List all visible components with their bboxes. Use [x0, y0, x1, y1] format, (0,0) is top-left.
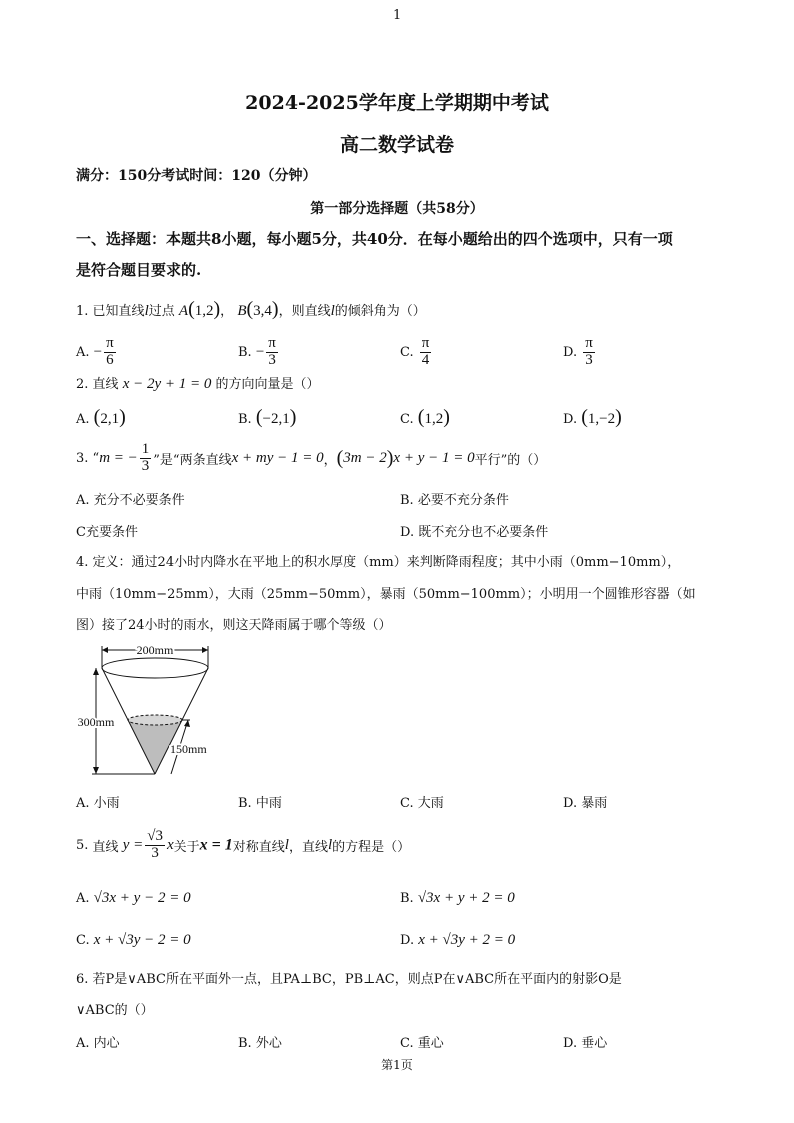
- option-value: 1,2: [424, 411, 444, 427]
- option-label: B.: [400, 891, 414, 906]
- question-number: 1.: [76, 304, 89, 319]
- math-symbol: x: [166, 836, 174, 853]
- option-c: [76, 521, 138, 540]
- question-text: 已知直线: [92, 304, 145, 319]
- option-label: A.: [76, 493, 90, 508]
- option-value: 1,−2: [587, 411, 616, 427]
- option-a: [76, 792, 120, 811]
- math-symbol: l: [330, 303, 335, 319]
- option-label: B.: [238, 412, 252, 427]
- option-label: D.: [563, 796, 578, 811]
- option-label: C.: [400, 344, 414, 360]
- option-label: B.: [238, 1036, 252, 1051]
- option-text: 中雨: [255, 796, 282, 811]
- q4-options: [76, 792, 716, 812]
- q2-options: [76, 406, 716, 434]
- option-label: D.: [563, 344, 578, 360]
- q6-options: [76, 1032, 716, 1052]
- arrow-head: [93, 668, 99, 675]
- option-label: D.: [400, 933, 415, 948]
- question-text: 若P是∨ABC所在平面外一点，且PA⊥BC，PB⊥AC，则点P在∨ABC所在平面内的射影O是: [92, 972, 622, 987]
- option-d: [563, 1032, 607, 1051]
- math-symbol: l: [327, 836, 333, 853]
- option-b: B. (−2,1): [238, 406, 297, 428]
- math-symbol: l: [284, 836, 289, 853]
- point-B: B: [237, 303, 247, 319]
- option-c: C. (1,2): [400, 406, 450, 428]
- q1-options: [76, 336, 716, 372]
- option-b: [400, 890, 515, 907]
- option-b: [238, 1032, 282, 1051]
- option-text: 充分不必要条件: [93, 493, 185, 508]
- question-text: 的方向向量是（）: [215, 377, 320, 392]
- frac-num: π: [421, 335, 430, 351]
- frac-den: 3: [151, 844, 159, 861]
- option-a: [76, 489, 185, 508]
- option-sign: −: [93, 343, 103, 360]
- frac-den: 3: [585, 351, 593, 368]
- option-label: C.: [400, 796, 414, 811]
- question-number: 3.: [76, 450, 89, 466]
- quote-open: “: [92, 450, 100, 466]
- option-label: B.: [238, 344, 252, 360]
- option-text: 内心: [93, 1036, 120, 1051]
- option-label: D.: [563, 412, 578, 427]
- equation: x + my − 1 = 0: [231, 449, 324, 466]
- arrow-head: [184, 720, 190, 727]
- option-value: √3x + y + 2 = 0: [417, 890, 515, 906]
- option-value: √3x + y − 2 = 0: [93, 890, 191, 906]
- option-b: [238, 336, 280, 369]
- option-text: 必要不充分条件: [417, 493, 509, 508]
- water-surface: [128, 715, 182, 725]
- frac-num: π: [585, 335, 593, 351]
- question-text: 对称直线: [232, 839, 285, 855]
- question-text: 关于: [173, 839, 200, 855]
- arrow-head: [93, 767, 99, 774]
- point-A-coords: 1,2: [194, 303, 214, 319]
- question-text: ”是“两条直线: [153, 452, 232, 468]
- exam-subtitle: 高二数学试卷: [339, 134, 454, 156]
- frac-den: 4: [421, 351, 430, 368]
- option-text: 既不充分也不必要条件: [418, 525, 549, 540]
- question-6-line2: ∨ABC的（）: [76, 1003, 154, 1018]
- cone-rim: [102, 658, 208, 678]
- equation: y =: [122, 836, 144, 853]
- equation: x − 2y + 1 = 0: [122, 376, 212, 392]
- option-a: [76, 336, 118, 369]
- equation: 3m − 2: [343, 449, 387, 466]
- option-value: x + √3y + 2 = 0: [418, 932, 516, 948]
- option-d: D. (1,−2): [563, 406, 622, 428]
- option-a: A. (2,1): [76, 406, 126, 428]
- frac-num: √3: [147, 828, 163, 844]
- question-1: 1. 已知直线l过点 A(1,2)， B(3,4)，则直线l的倾斜角为（）: [76, 298, 426, 320]
- arrow-head: [202, 647, 208, 653]
- option-label: B.: [238, 796, 252, 811]
- water-depth-label: 150mm: [170, 742, 207, 756]
- section-instructions-line1: 一、选择题：本题共8小题，每小题5分，共40分．在每小题给出的四个选项中，只有一项: [76, 230, 673, 248]
- question-number: 2.: [76, 377, 89, 392]
- option-label: A.: [76, 891, 90, 906]
- option-b: [238, 792, 282, 811]
- question-number: 6.: [76, 972, 89, 987]
- option-c: [400, 336, 433, 369]
- option-d: [400, 932, 515, 949]
- frac-num: 1: [141, 441, 150, 457]
- page-footer: 第1页: [381, 1058, 413, 1072]
- option-label: D.: [400, 525, 415, 540]
- option-d: [563, 792, 607, 811]
- question-5: [76, 829, 410, 862]
- question-4: [76, 551, 680, 570]
- option-value: −2,1: [262, 411, 290, 427]
- option-label: A.: [76, 344, 90, 360]
- question-text: 的倾斜角为（）: [334, 304, 426, 319]
- option-text: 大雨: [417, 796, 444, 811]
- frac-den: 6: [106, 351, 114, 368]
- option-a: [76, 1032, 120, 1051]
- option-label: B.: [400, 493, 414, 508]
- question-text: ，则直线: [278, 304, 331, 319]
- page-top-number: 1: [393, 8, 402, 23]
- frac-den: 3: [141, 457, 150, 474]
- question-4-line3: 图）接了24小时的雨水，则这天降雨属于哪个等级（）: [76, 618, 392, 633]
- frac-num: π: [106, 335, 114, 351]
- question-text: 定义：通过24小时内降水在平地上的积水厚度（mm）来判断降雨程度；其中小雨（0mm−10mm），: [92, 555, 681, 570]
- question-number: 5.: [76, 837, 89, 853]
- option-label: A.: [76, 796, 90, 811]
- option-text: 小雨: [93, 796, 120, 811]
- question-2: [76, 373, 320, 393]
- option-value: x + √3y − 2 = 0: [93, 932, 191, 948]
- top-diameter-label: 200mm: [136, 643, 174, 657]
- point-A: A: [178, 303, 189, 319]
- question-6: [76, 968, 622, 987]
- option-d: [400, 521, 548, 540]
- exam-info: 满分：150分考试时间：120（分钟）: [76, 168, 317, 184]
- equation: x = 1: [199, 836, 233, 854]
- option-a: [76, 890, 191, 907]
- option-c: [400, 1032, 444, 1051]
- question-text: 的方程是（）: [332, 839, 411, 855]
- option-label: A.: [76, 1036, 90, 1051]
- option-label: A.: [76, 412, 90, 427]
- option-text: 外心: [255, 1036, 282, 1051]
- option-label: D.: [563, 1036, 578, 1051]
- option-label: C: [76, 525, 86, 540]
- question-text: 平行”的（）: [474, 452, 547, 468]
- equation: x + y − 1 = 0: [393, 449, 475, 466]
- question-text: 过点: [148, 304, 175, 319]
- math-symbol: l: [144, 303, 149, 319]
- question-text: 直线: [92, 839, 119, 855]
- point-B-coords: 3,4: [253, 303, 272, 319]
- option-text: 垂心: [581, 1036, 608, 1051]
- height-label: 300mm: [77, 715, 115, 729]
- option-value: 2,1: [100, 411, 120, 427]
- cone-figure: [74, 640, 224, 782]
- option-text: 重心: [417, 1036, 444, 1051]
- arrow-head: [102, 647, 108, 653]
- equation: m = −: [99, 449, 138, 466]
- option-c: [400, 792, 444, 811]
- option-text: 充要条件: [85, 525, 138, 540]
- option-sign: −: [255, 343, 265, 360]
- question-text: ，直线: [288, 839, 328, 855]
- part-heading: 第一部分选择题（共58分）: [310, 201, 484, 217]
- option-d: [563, 336, 597, 369]
- option-label: C.: [76, 933, 90, 948]
- exam-title: 2024-2025学年度上学期期中考试: [245, 92, 549, 114]
- option-label: C.: [400, 1036, 414, 1051]
- frac-num: π: [268, 335, 276, 351]
- frac-den: 3: [268, 351, 276, 368]
- separator: ，: [220, 304, 234, 319]
- question-text: 直线: [92, 377, 119, 392]
- option-text: 暴雨: [581, 796, 608, 811]
- option-c: [76, 932, 191, 949]
- question-3: 3. “m = − $\frac{1}{3}$ ”是“两条直线x + my − 1 = 0，(3m − 2)x + y − 1 = 0平行”的（）: [76, 441, 547, 474]
- option-b: [400, 489, 509, 508]
- question-4-line2: 中雨（10mm−25mm），大雨（25mm−50mm），暴雨（50mm−100mm）；小明用一个圆锥形容器（如: [76, 587, 696, 602]
- section-instructions-line2: 是符合题目要求的.: [76, 261, 202, 279]
- option-label: C.: [400, 412, 414, 427]
- question-number: 4.: [76, 555, 89, 570]
- separator: ，: [323, 452, 337, 468]
